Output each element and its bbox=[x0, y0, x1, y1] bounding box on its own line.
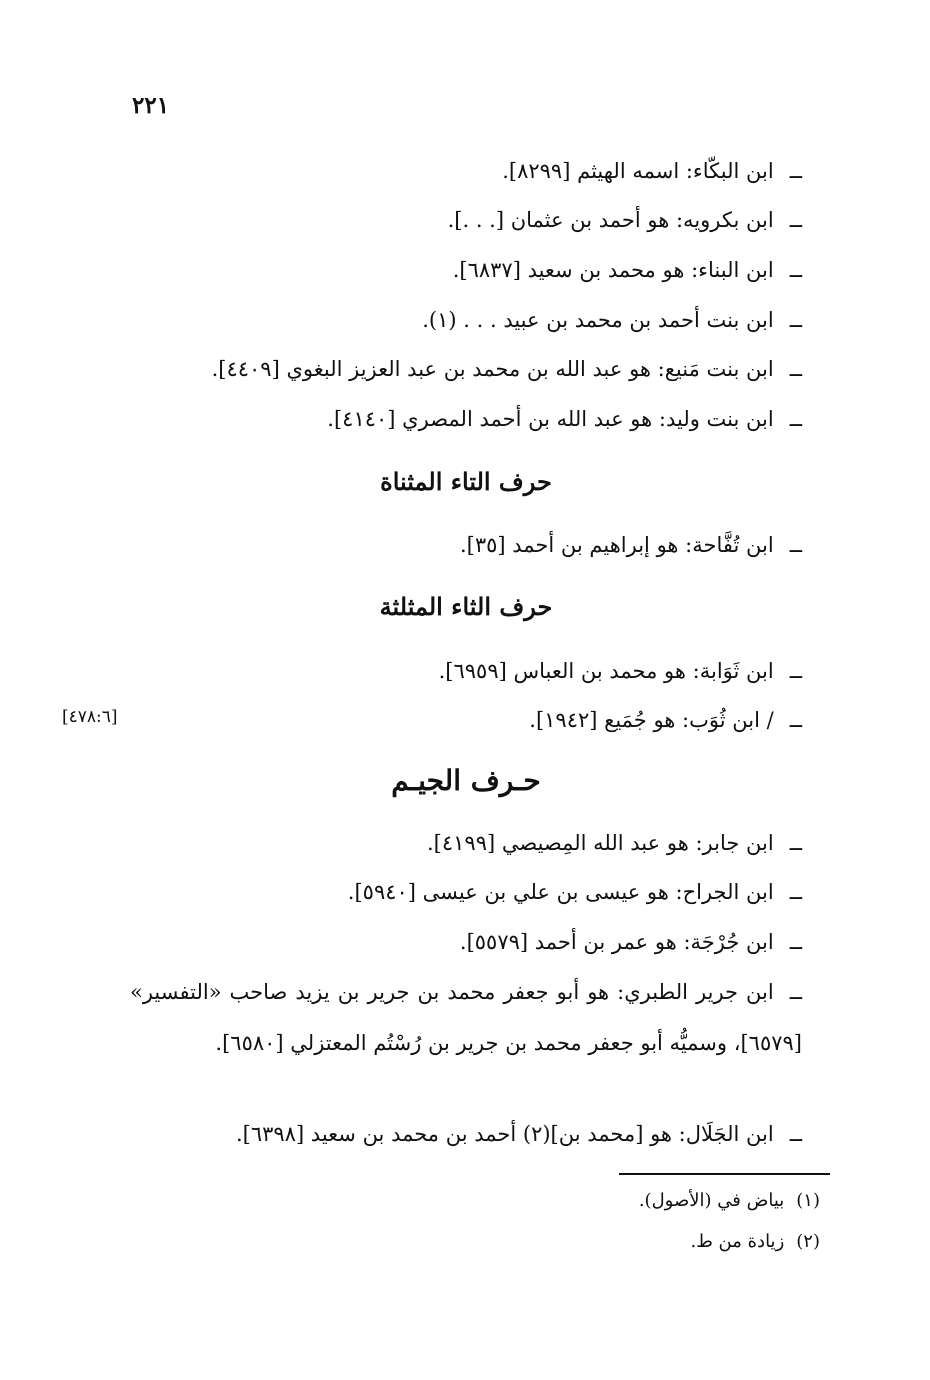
dash-mark: ــ bbox=[789, 258, 802, 282]
dash-mark: ــ bbox=[789, 308, 802, 332]
dash-mark: ــ bbox=[789, 880, 802, 904]
entry-text: ابن البناء: هو محمد بن سعيد [٦٨٣٧]. bbox=[452, 258, 774, 282]
entry-text: ابن جُرْجَة: هو عمر بن أحمد [٥٥٧٩]. bbox=[459, 930, 774, 954]
dash-mark: ــ bbox=[789, 533, 802, 557]
dash-mark: ــ bbox=[789, 208, 802, 232]
dash-mark: ــ bbox=[789, 930, 802, 954]
entry-text: ابن بكرويه: هو أحمد بن عثمان [. . .]. bbox=[447, 208, 774, 232]
entry-line bbox=[327, 404, 802, 434]
entry-text: ابن جرير الطبري: هو أبو جعفر محمد بن جرير بن يزيد صاحب «التفسير» [٦٥٧٩]، وسميُّه أبو جعفر محمد بن جرير بن رُسْتُم المعتزلي [٦٥٨٠]. bbox=[130, 980, 802, 1055]
footnote bbox=[690, 1231, 820, 1252]
entry-text: ابن الجَلَال: هو [محمد بن](٢) أحمد بن محمد بن سعيد [٦٣٩٨]. bbox=[235, 1122, 774, 1146]
entry-text: / ابن ثُوَب: هو جُمَيع [١٩٤٢]. bbox=[529, 708, 774, 732]
entry-line bbox=[422, 305, 802, 335]
margin-reference: [٤٧٨:٦] bbox=[62, 707, 118, 727]
dash-mark: ــ bbox=[789, 159, 802, 183]
footnote-text: زيادة من ط. bbox=[690, 1231, 785, 1252]
entry-line bbox=[448, 205, 802, 235]
entry-line bbox=[453, 255, 802, 285]
entry-text: ابن الجراح: هو عيسى بن علي بن عيسى [٥٩٤٠]. bbox=[347, 880, 774, 904]
entry-text: ابن ثَوَابة: هو محمد بن العباس [٦٩٥٩]. bbox=[438, 659, 774, 683]
footnote bbox=[639, 1190, 820, 1211]
entry-line bbox=[502, 156, 802, 186]
footnote-number: (٢) bbox=[796, 1231, 820, 1252]
dash-mark: ــ bbox=[789, 659, 802, 683]
entry-line bbox=[236, 1119, 802, 1149]
footnote-separator bbox=[619, 1173, 830, 1175]
section-heading-tha: حرف الثاء المثلثة bbox=[379, 592, 553, 621]
entry-line bbox=[348, 877, 802, 907]
dash-mark: ــ bbox=[789, 980, 802, 1004]
entry-line bbox=[529, 705, 802, 735]
entry-text: ابن البكّاء: اسمه الهيثم [٨٢٩٩]. bbox=[502, 159, 774, 183]
entry-text: ابن جابر: هو عبد الله المِصيصي [٤١٩٩]. bbox=[426, 831, 774, 855]
entry-text: ابن بنت مَنيع: هو عبد الله بن محمد بن عبد العزيز البغوي [٤٤٠٩]. bbox=[211, 357, 774, 381]
entry-text: ابن تُفَّاحة: هو إبراهيم بن أحمد [٣٥]. bbox=[459, 533, 774, 557]
section-heading-jim: حـرف الجيـم bbox=[391, 764, 541, 797]
dash-mark: ــ bbox=[789, 1122, 802, 1146]
entry-line bbox=[439, 656, 802, 686]
entry-line bbox=[212, 354, 802, 384]
section-heading-ta: حرف التاء المثناة bbox=[380, 467, 552, 496]
entry-line bbox=[460, 927, 802, 957]
dash-mark: ــ bbox=[789, 708, 802, 732]
page-number: ٢٢١ bbox=[132, 92, 170, 119]
footnote-number: (١) bbox=[796, 1190, 820, 1211]
entry-text: ابن بنت وليد: هو عبد الله بن أحمد المصري [٤١٤٠]. bbox=[327, 407, 774, 431]
entry-text: ابن بنت أحمد بن محمد بن عبيد . . . (١). bbox=[422, 308, 774, 332]
dash-mark: ــ bbox=[789, 831, 802, 855]
dash-mark: ــ bbox=[789, 407, 802, 431]
entry-paragraph bbox=[130, 967, 802, 1069]
entry-line bbox=[427, 828, 802, 858]
footnote-text: بياض في (الأصول). bbox=[638, 1190, 785, 1211]
dash-mark: ــ bbox=[789, 357, 802, 381]
entry-line bbox=[460, 530, 802, 560]
